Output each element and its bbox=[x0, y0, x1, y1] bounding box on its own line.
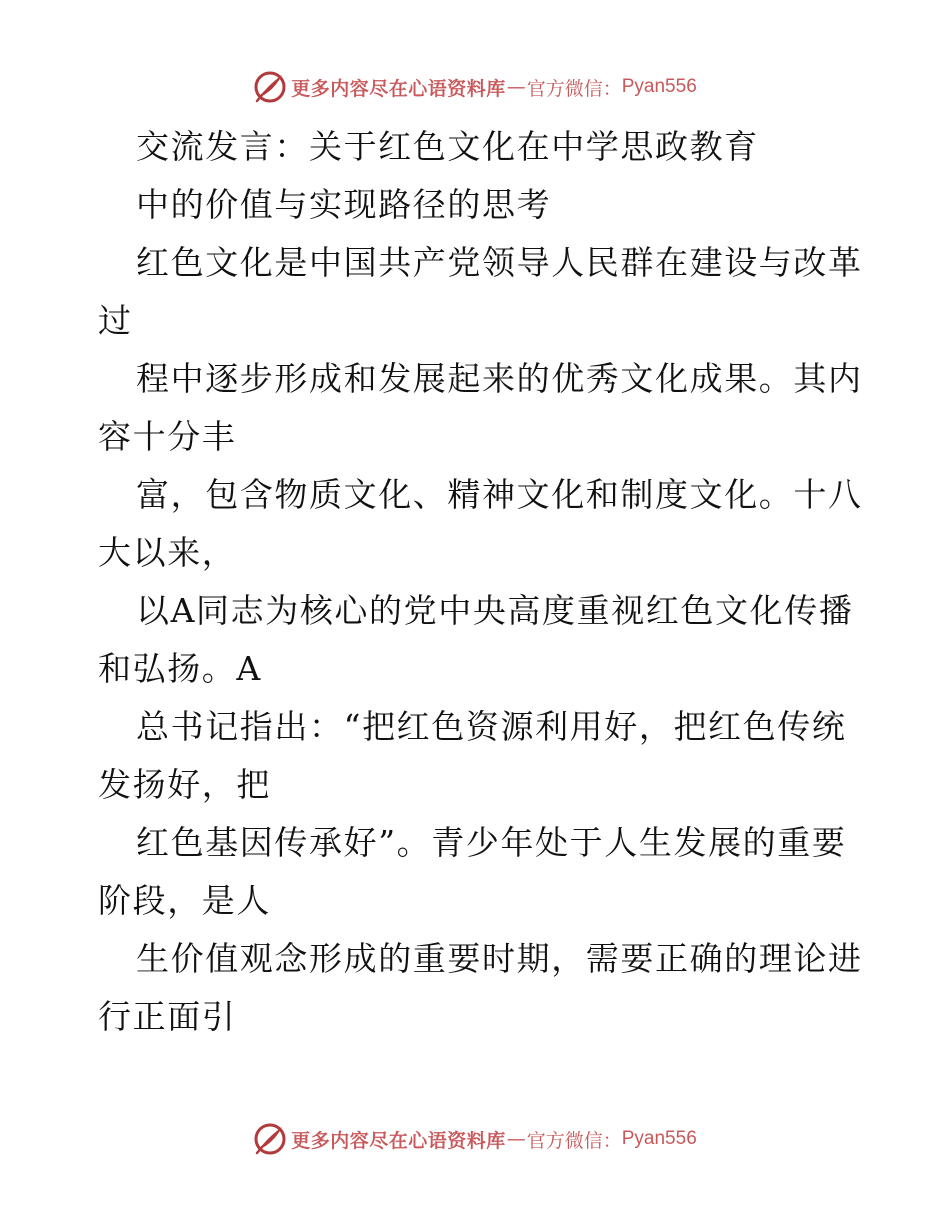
text-line: 以A同志为核心的党中央高度重视红色文化传播 bbox=[136, 591, 854, 630]
quill-logo-icon bbox=[253, 70, 287, 104]
text-line: 发扬好，把 bbox=[98, 765, 271, 804]
watermark-separator: — bbox=[506, 1128, 526, 1150]
text-line: 交流发言：关于红色文化在中学思政教育 bbox=[136, 127, 759, 166]
text-line: 红色基因传承好”。青少年处于人生发展的重要 bbox=[136, 823, 847, 862]
footer-watermark bbox=[0, 1122, 950, 1156]
watermark-separator: — bbox=[506, 76, 526, 98]
text-line: 阶段，是人 bbox=[98, 881, 271, 920]
text-line: 中的价值与实现路径的思考 bbox=[136, 185, 552, 224]
text-line: 行正面引 bbox=[98, 997, 237, 1036]
text-line: 容十分丰 bbox=[98, 417, 237, 456]
text-line: 生价值观念形成的重要时期，需要正确的理论进 bbox=[136, 939, 863, 978]
text-line: 红色文化是中国共产党领导人民群在建设与改革 bbox=[136, 243, 863, 282]
text-line: 程中逐步形成和发展起来的优秀文化成果。其内 bbox=[136, 359, 863, 398]
text-line: 和弘扬。A bbox=[98, 649, 262, 688]
watermark-official-label: 官方微信： bbox=[526, 1129, 622, 1152]
text-line: 大以来， bbox=[98, 533, 237, 572]
header-watermark bbox=[0, 70, 950, 104]
watermark-account-id: Pyan556 bbox=[621, 76, 697, 97]
text-line: 富，包含物质文化、精神文化和制度文化。十八 bbox=[136, 475, 863, 514]
watermark-site-name: 更多内容尽在心语资料库 bbox=[291, 77, 506, 100]
text-line: 总书记指出：“把红色资源利用好，把红色传统 bbox=[136, 707, 847, 746]
watermark-official-label: 官方微信： bbox=[526, 77, 622, 100]
quill-logo-icon bbox=[253, 1122, 287, 1156]
watermark-account-id: Pyan556 bbox=[621, 1128, 697, 1149]
watermark-site-name: 更多内容尽在心语资料库 bbox=[291, 1129, 506, 1152]
text-line: 过 bbox=[98, 301, 133, 340]
document-body bbox=[98, 118, 863, 1046]
